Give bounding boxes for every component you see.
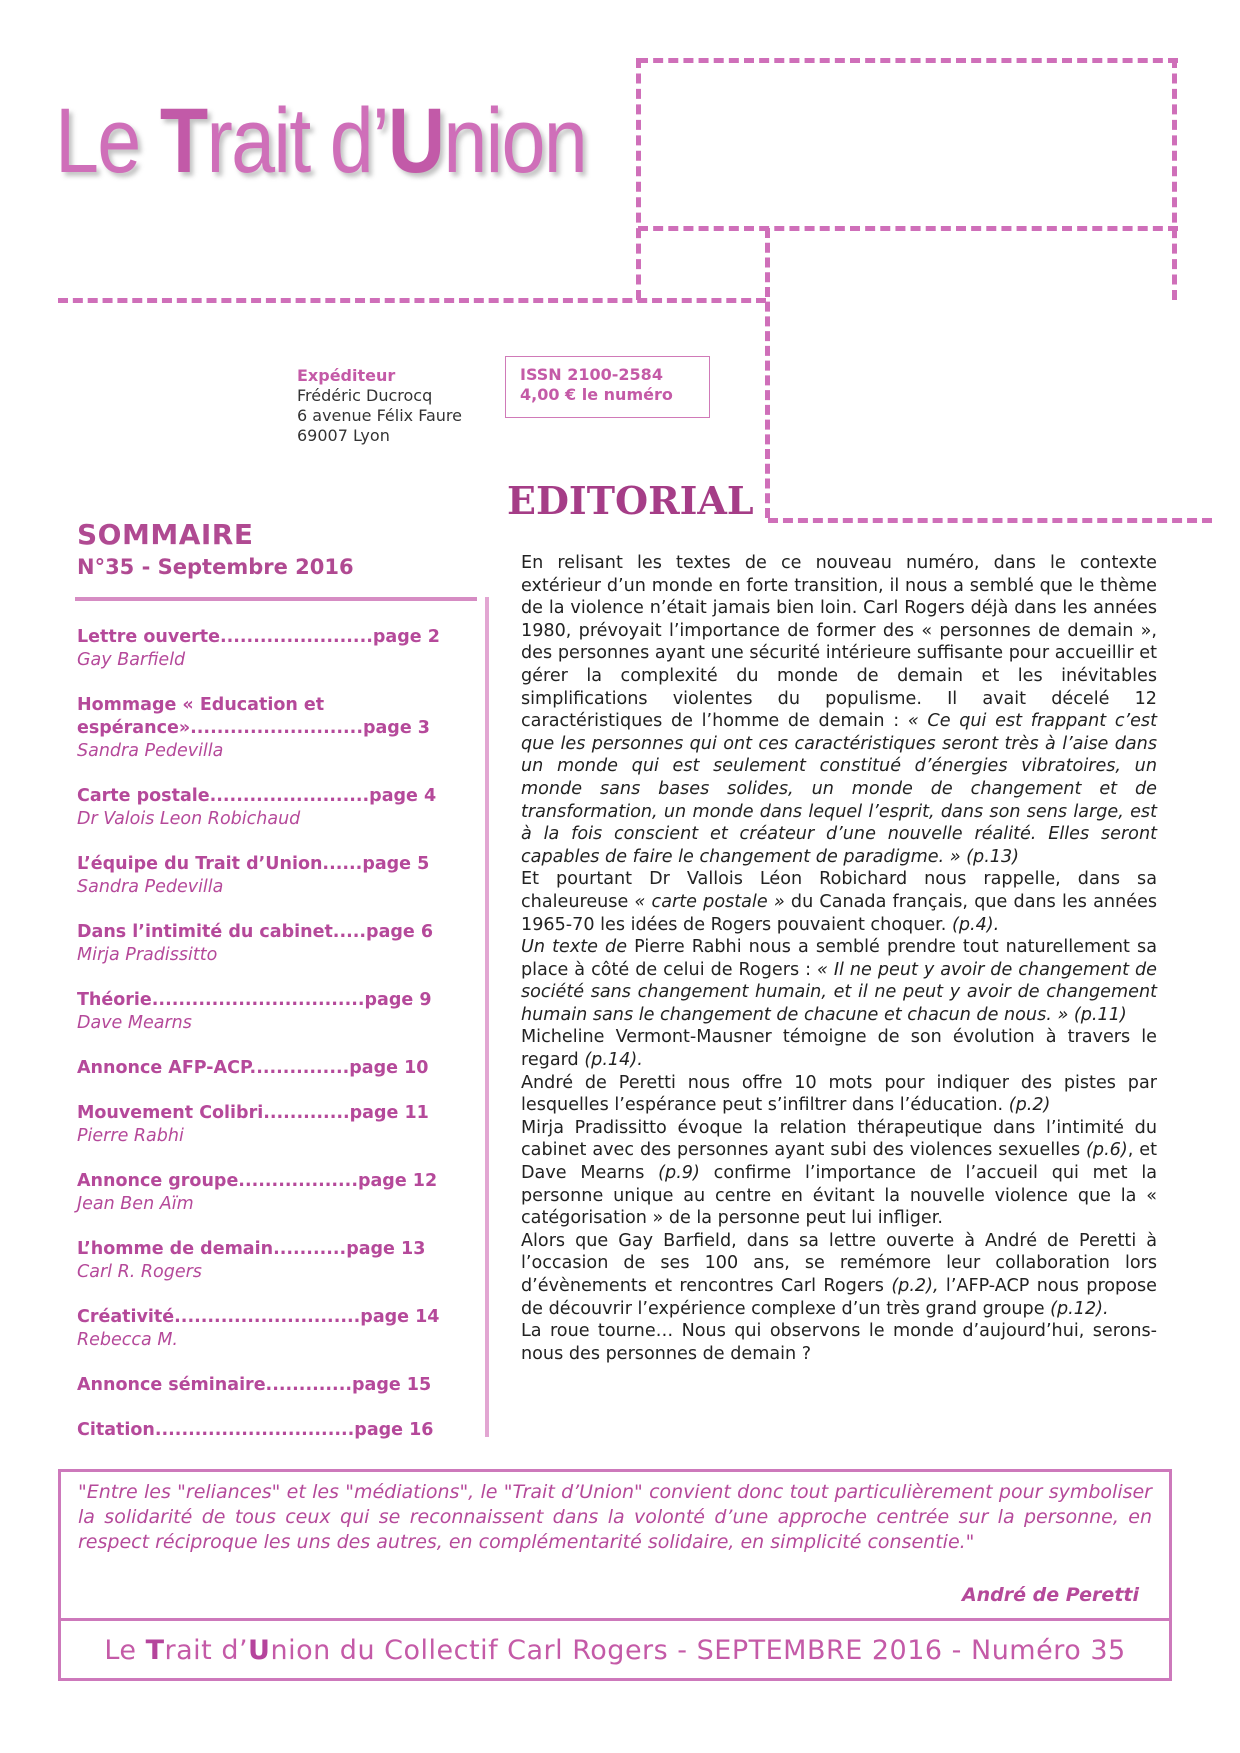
masthead-part: rait d’ — [206, 90, 388, 192]
toc-item[interactable] — [77, 921, 472, 967]
editorial-paragraph: Mirja Pradissitto évoque la relation thérapeutique dans l’intimité du cabinet avec des personnes ayant subi des violences sexuelles (p.6), et Dave Mearns (p.9) confirme l’importance de l’accueil qui met la personne unique au centre en évitant la nouvelle violence que la « catégorisation » de la personne peut lui infliger. — [521, 1117, 1158, 1229]
toc-item[interactable] — [77, 1057, 472, 1080]
editorial-paragraph: André de Peretti nous offre 10 mots pour indiquer des pistes par lesquelles l’espérance peut s’infiltrer dans l’éducation. (p.2) — [521, 1072, 1157, 1116]
toc-item[interactable] — [77, 1306, 472, 1352]
sommaire-heading — [77, 518, 354, 582]
editorial-paragraph: Et pourtant Dr Vallois Léon Robichard nous rappelle, dans sa chaleureuse « carte postale » du Canada français, que dans les années 1965-70 les idées de Rogers pouvaient choquer. (p.4). — [521, 869, 1157, 935]
dashed-frame-left — [636, 58, 641, 300]
toc-item-author: Sandra Pedevilla — [77, 877, 224, 897]
footer-line: Le Trait d’Union du Collectif Carl Rogers - SEPTEMBRE 2016 - Numéro 35 — [104, 1635, 1126, 1666]
toc-item[interactable] — [77, 785, 472, 831]
toc-item[interactable] — [77, 694, 472, 763]
quote-box — [58, 1469, 1172, 1681]
toc-item[interactable] — [77, 1170, 472, 1216]
toc-item-author: Pierre Rabhi — [77, 1126, 184, 1146]
issue-price: 4,00 € le numéro — [520, 385, 673, 404]
editorial-paragraph: La roue tourne… Nous qui observons le monde d’aujourd’hui, serons-nous des personnes de demain ? — [521, 1321, 1157, 1364]
sender-address-city: 69007 Lyon — [297, 426, 390, 445]
toc-item-title: Annonce groupe..................page 12 — [77, 1171, 438, 1191]
dashed-frame-right — [1172, 58, 1177, 300]
toc-item-author: Rebecca M. — [77, 1330, 178, 1350]
masthead-title — [55, 90, 587, 192]
toc-item-author: Dave Mearns — [77, 1013, 192, 1033]
toc-item[interactable] — [77, 626, 472, 672]
issn-box — [505, 356, 710, 418]
toc-item[interactable] — [77, 1238, 472, 1284]
toc-item-title: Lettre ouverte.......................page 2 — [77, 627, 440, 647]
toc-item-title: Théorie................................page 9 — [77, 990, 432, 1010]
toc-item-title: Annonce séminaire.............page 15 — [77, 1375, 432, 1395]
editorial-paragraph: Alors que Gay Barfield, dans sa lettre ouverte à André de Peretti à l’occasion de ses 100 ans, se remémore leur collaboration lors d’évènements et rencontres Carl Rogers (p.2), l’AFP-ACP nous propose de découvrir l’expérience complexe d’un très grand groupe (p.12). — [521, 1230, 1157, 1319]
toc-item[interactable] — [77, 853, 472, 899]
dashed-frame-lower-left — [765, 228, 770, 518]
masthead-initial-u: U — [387, 90, 444, 192]
sommaire-subtitle: N°35 - Septembre 2016 — [77, 555, 354, 579]
sender-address-street: 6 avenue Félix Faure — [297, 406, 462, 425]
toc-item-author: Carl R. Rogers — [77, 1262, 202, 1282]
masthead-part: Le — [55, 90, 160, 192]
toc-item-author: Jean Ben Aïm — [77, 1194, 194, 1214]
toc-item-title: Carte postale........................page 4 — [77, 786, 437, 806]
masthead-part: nion — [443, 90, 587, 192]
dashed-frame-bottom — [768, 518, 1212, 523]
quote-author: André de Peretti — [961, 1584, 1139, 1606]
sommaire-separator — [75, 597, 477, 601]
quote-text: "Entre les "reliances" et les "médiations", le "Trait d’Union" convient donc tout particulièrement pour symboliser la solidarité de tous ceux qui se reconnaissent dans la volonté d’une approche centrée sur la personne, en respect réciproque les uns des autres, en complémentarité solidaire, en simplicité consentie." — [78, 1481, 1152, 1553]
toc-item-title: Hommage « Education et espérance»..........................page 3 — [77, 695, 430, 738]
toc-item[interactable] — [77, 989, 472, 1035]
toc-item-author: Gay Barfield — [77, 650, 186, 670]
quote-separator — [61, 1618, 1169, 1621]
editorial-paragraph: Un texte de Pierre Rabhi nous a semblé prendre tout naturellement sa place à côté de celui de Rogers : « Il ne peut y avoir de changement de société sans changement humain, et il ne peut y avoir de changement humain sans le changement de chacune et chacun de nous. » (p.11) — [521, 937, 1157, 1025]
editorial-paragraph: Micheline Vermont-Mausner témoigne de son évolution à travers le regard (p.14). — [521, 1027, 1157, 1071]
sender-name: Frédéric Ducrocq — [297, 386, 433, 405]
toc-item[interactable] — [77, 1419, 472, 1442]
sender-label: Expéditeur — [297, 366, 396, 385]
toc-item-title: L’homme de demain...........page 13 — [77, 1239, 426, 1259]
toc-item[interactable] — [77, 1374, 472, 1397]
dashed-line-left — [58, 298, 766, 303]
column-separator — [485, 597, 489, 1437]
toc-item-title: Dans l’intimité du cabinet.....page 6 — [77, 922, 434, 942]
dashed-frame-top — [638, 58, 1178, 63]
editorial-body — [521, 552, 1157, 1365]
sender-block — [297, 366, 462, 446]
issn-number: ISSN 2100-2584 — [520, 365, 663, 384]
toc-item-title: Citation..............................page 16 — [77, 1420, 434, 1440]
toc-item-title: L’équipe du Trait d’Union......page 5 — [77, 854, 430, 874]
editorial-title: EDITORIAL — [507, 478, 754, 523]
toc-item-title: Annonce AFP-ACP...............page 10 — [77, 1058, 429, 1078]
masthead-initial-t: T — [159, 90, 207, 192]
dashed-frame-middle — [638, 226, 1178, 231]
toc-item[interactable] — [77, 1102, 472, 1148]
sommaire-title: SOMMAIRE — [77, 518, 254, 551]
toc-item-title: Mouvement Colibri.............page 11 — [77, 1103, 429, 1123]
editorial-paragraph: En relisant les textes de ce nouveau numéro, dans le contexte extérieur d’un monde en forte transition, il nous a semblé que le thème de la violence n’était jamais bien loin. Carl Rogers déjà dans les années 1980, prévoyait l’importance de former des « personnes de demain », des personnes ayant une sécurité intérieure suffisante pour accueillir et gérer la complexité du monde de demain et les inévitables simplifications violentes du populisme. Il avait décelé 12 caractéristiques de l’homme de demain : « Ce qui est frappant c’est que les personnes qui ont ces caractéristiques seront très à l’aise dans un monde qui est seulement constitué d’énergies vibratoires, un monde sans bases solides, un monde de changement et de transformation, un monde dans lequel l’esprit, dans son sens large, est à la fois conscient et créateur d’une nouvelle réalité. Elles seront capables de faire le changement de paradigme. » (p.13) — [521, 553, 1157, 867]
toc-item-author: Sandra Pedevilla — [77, 741, 224, 761]
toc-item-title: Créativité............................page 14 — [77, 1307, 440, 1327]
toc-item-author: Mirja Pradissitto — [77, 945, 218, 965]
toc-item-author: Dr Valois Leon Robichaud — [77, 809, 301, 829]
